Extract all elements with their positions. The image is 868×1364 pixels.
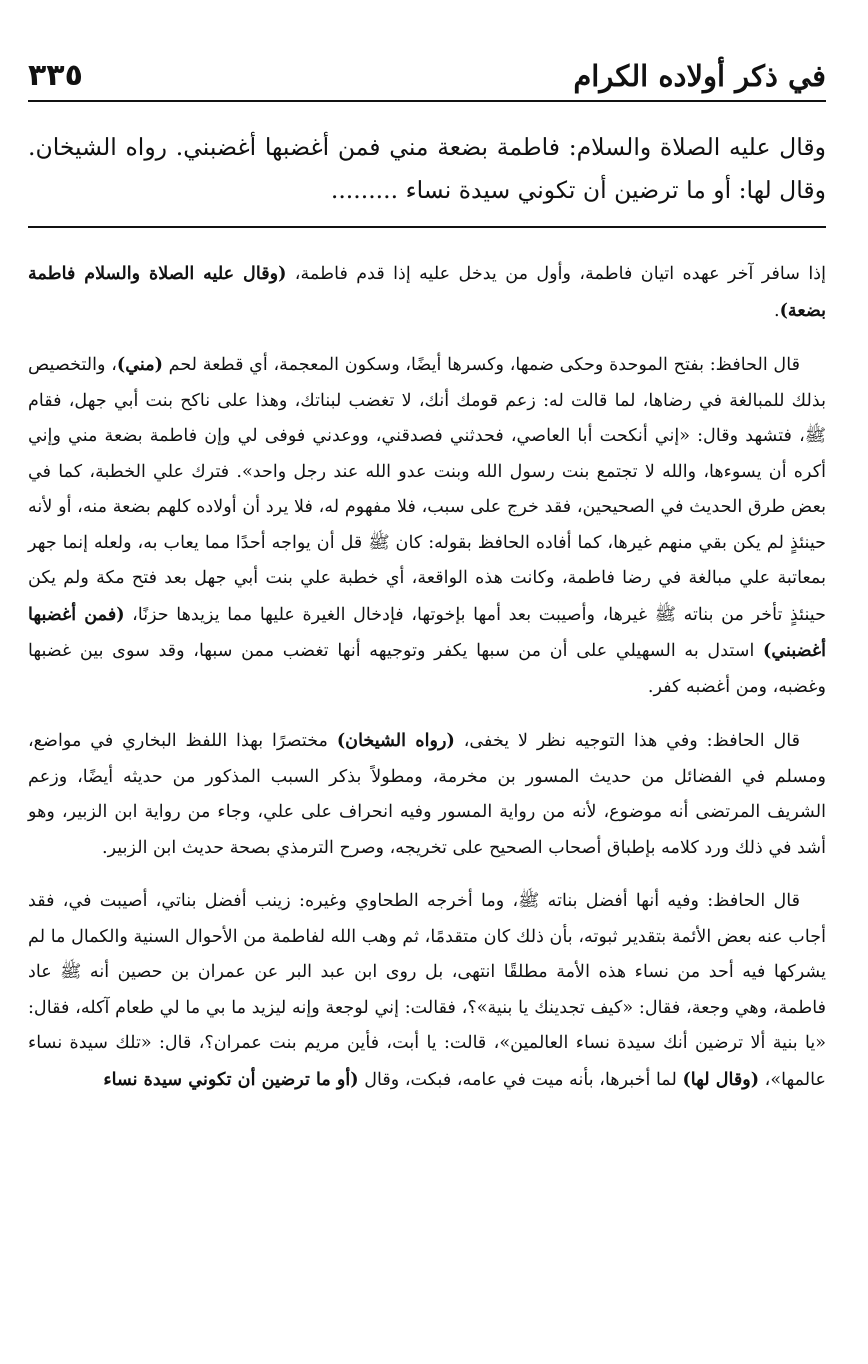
quoted-matn: (رواه الشيخان) [336, 730, 455, 751]
commentary-text: . [774, 300, 780, 321]
commentary-text: لما أخبرها، بأنه ميت في عامه، فبكت، وقال [358, 1069, 683, 1090]
commentary-text: مختصرًا بهذا اللفظ البخاري في مواضع، ومسلم في الفضائل من حديث المسور بن مخرمة، ومطولاً بذكر السبب المذكور من حديثه أيضًا، وزعم الشريف المرتضى أنه موضوع، لأنه من رواية المسور وفيه انحراف على علي، وجاء من رواية ابن الزبير، وهو أشد في ذلك ورد كلامه بإطباق أصحاب الصحيح على تخريجه، وصرح الترمذي بصحة حديث ابن الزبير. [28, 731, 826, 858]
page-header [28, 36, 826, 94]
chapter-title: في ذكر أولاده الكرام [573, 59, 826, 94]
commentary-paragraph-1 [28, 256, 826, 329]
commentary-text: إذا سافر آخر عهده اتيان فاطمة، وأول من يدخل عليه إذا قدم فاطمة، [286, 264, 826, 284]
section-divider [28, 226, 826, 228]
main-text-body: وقال عليه الصلاة والسلام: فاطمة بضعة مني فمن أغضبها أغضبني. رواه الشيخان. وقال لها: أو ما ترضين أن تكوني سيدة نساء [28, 133, 826, 204]
commentary-text: قال الحافظ: وفي هذا التوجيه نظر لا يخفى، [454, 731, 800, 751]
main-text-ellipsis: ......... [330, 176, 399, 204]
commentary-text: استدل به السهيلي على أن من سبها يكفر وتوجيهه أنها تغضب ممن سبها، وقد سوى بين غضبها وغضبه، ومن أغضبه كفر. [28, 641, 826, 697]
quoted-matn: (وقال عليه الصلاة والسلام فاطمة بضعة) [28, 263, 826, 321]
quoted-matn: (مني) [116, 354, 163, 375]
quoted-matn: (فمن أغضبها أغضبني) [28, 603, 826, 661]
commentary [28, 256, 826, 1116]
commentary-paragraph-2 [28, 347, 826, 705]
commentary-text: قال الحافظ: بفتح الموحدة وحكى ضمها، وكسرها أيضًا، وسكون المعجمة، أي قطعة لحم [162, 355, 800, 375]
header-rule [28, 100, 826, 102]
commentary-text: ، والتخصيص بذلك للمبالغة في رضاها، لما قالت له: زعم قومك أنك، لا تغضب لبناتك، وهذا على ناكح بنت أبي جهل، فقام ﷺ، فتشهد وقال: «إني أنكحت أبا العاصي، فحدثني فصدقني، ووعدني فوفى لي وإن فاطمة بضعة مني وإني أكره أن يسوءها، والله لا تجتمع بنت رسول الله وبنت عدو الله عند رجل واحد». فترك علي الخطبة، كما في بعض طرق الحديث في الصحيحين، فقد خرج على سبب، فلا مفهوم له، فلا يرد أن أولاده كلهم بضعة منه، أو لأنه حينئذٍ لم يكن بقي منهم غيرها، كما أفاده الحافظ بقوله: كان ﷺ قل أن يواجه أحدًا مما يعاب به، ولعله إنما جهر بمعاتبة علي مبالغة في رضا فاطمة، وكانت هذه الواقعة، أي خطبة علي بنت أبي جهل بعد فتح مكة ولم يكن حينئذٍ تأخر من بناته ﷺ غيرها، وأصيبت بعد أمها بإخوتها، فإدخال الغيرة عليها مما يزيدها حزنًا، [28, 355, 826, 625]
quoted-matn: (أو ما ترضين أن تكوني سيدة نساء [103, 1068, 359, 1090]
quoted-matn: (وقال لها) [682, 1068, 760, 1090]
commentary-text: قال الحافظ: وفيه أنها أفضل بناته ﷺ، وما أخرجه الطحاوي وغيره: زينب أفضل بناتي، أصيبت في، فقد أجاب عنه بعض الأئمة بتقدير ثبوته، بأن ذلك كان متقدمًا، ثم وهب الله لفاطمة من الأحوال السنية والكمال ما لم يشركها فيه أحد من نساء هذه الأمة مطلقًا انتهى، بل روى ابن عبد البر عن عمران بن حصين أنه ﷺ عاد فاطمة، وهي وجعة، فقال: «كيف تجدينك يا بنية»؟، فقالت: إني لوجعة وإنه ليزيد ما بي ما لي طعام آكله، فقال: «يا بنية ألا ترضين أنك سيدة نساء العالمين»، قالت: يا أبت، فأين مريم بنت عمران؟، قال: «تلك سيدة نساء عالمها»، [28, 891, 826, 1090]
main-text [28, 126, 826, 212]
commentary-paragraph-3 [28, 723, 826, 866]
commentary-paragraph-4 [28, 884, 826, 1098]
page-number: ٣٣٥ [28, 58, 83, 93]
